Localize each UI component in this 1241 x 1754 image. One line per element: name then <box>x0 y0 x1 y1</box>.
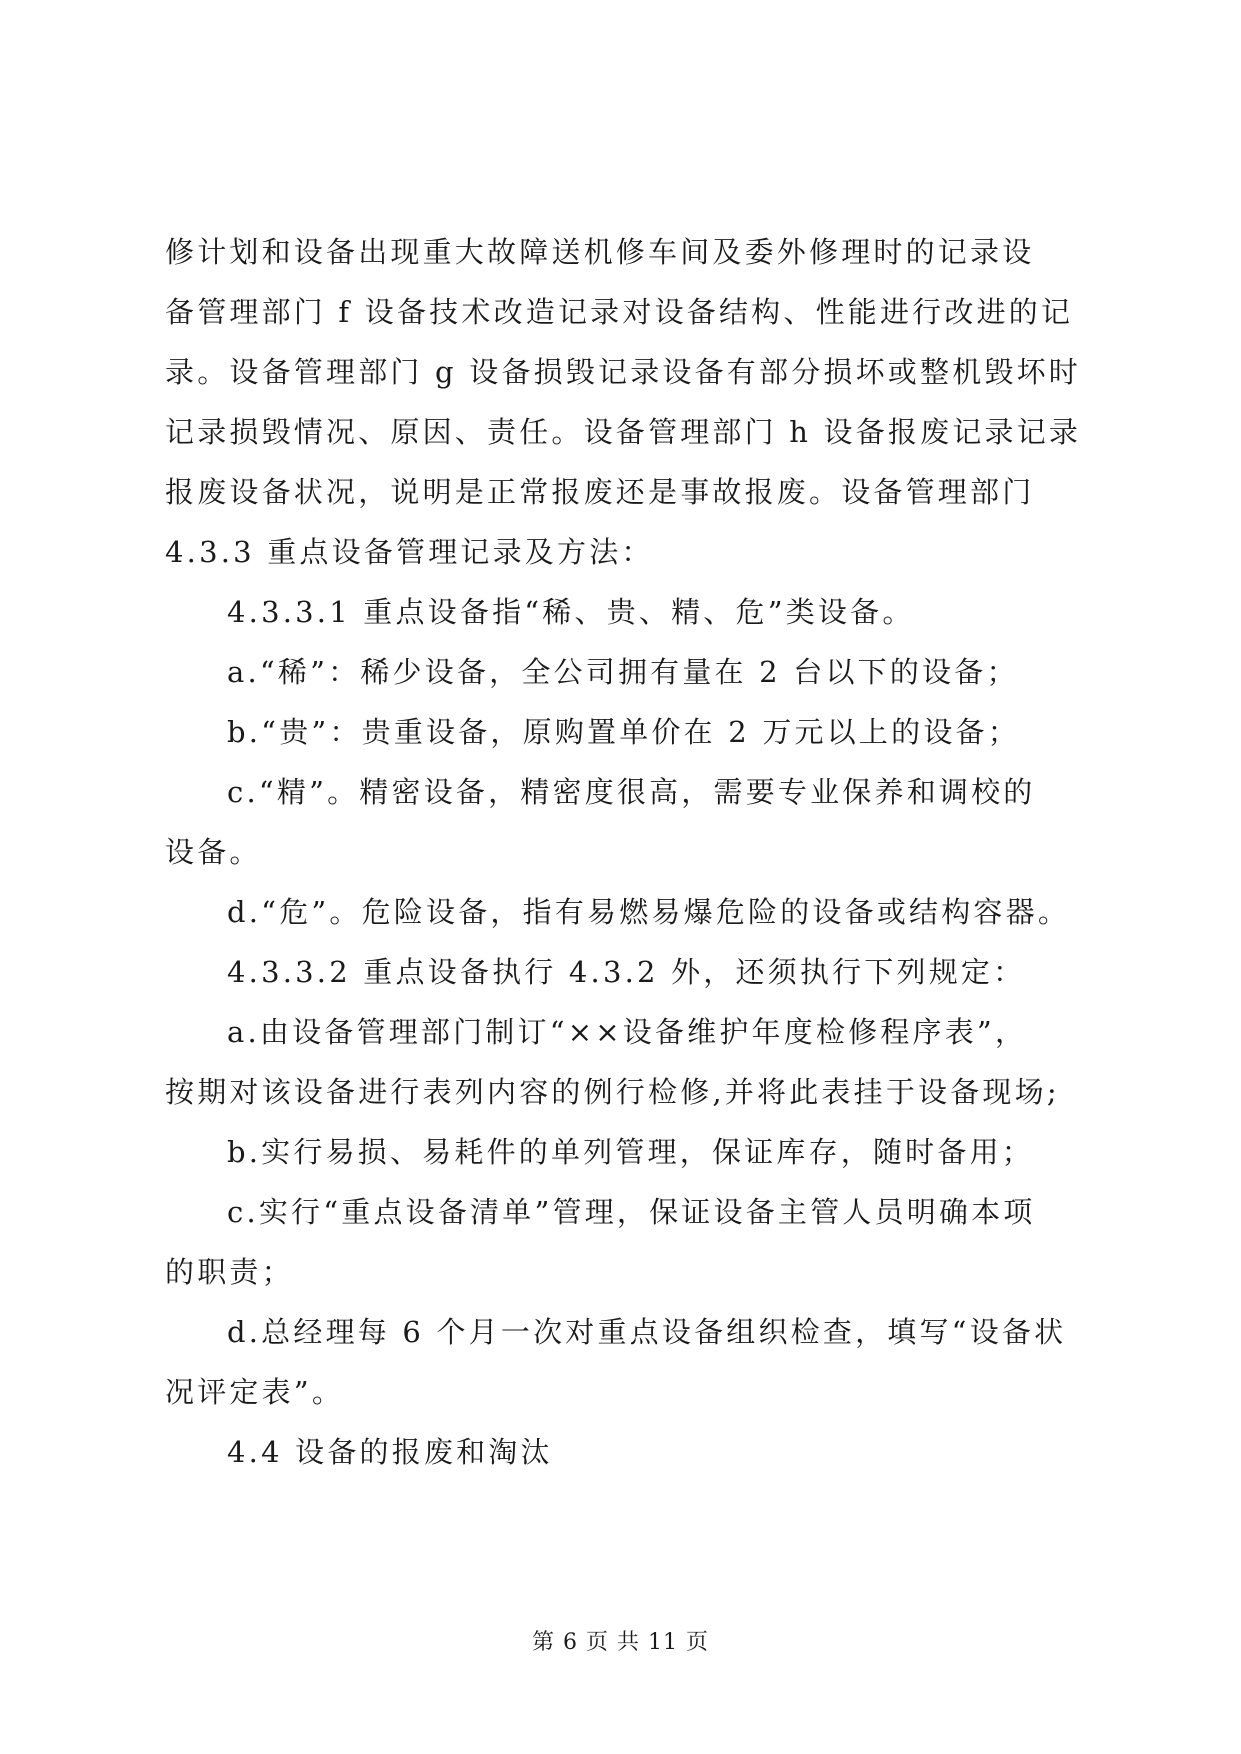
text-line: 4.4 设备的报废和淘汰 <box>227 1435 553 1469</box>
text-line: 报废设备状况，说明是正常报废还是事故报废。设备管理部门 <box>165 475 1035 509</box>
text-line: 记录损毁情况、原因、责任。设备管理部门 h 设备报废记录记录 <box>165 415 1082 449</box>
text-line: d.总经理每 6 个月一次对重点设备组织检查，填写“设备状 <box>227 1315 1067 1349</box>
text-line: 设备。 <box>165 835 262 869</box>
text-line: b.“贵”：贵重设备，原购置单价在 2 万元以上的设备； <box>227 715 1020 749</box>
text-line: 况评定表”。 <box>165 1375 345 1409</box>
text-line: 4.3.3 重点设备管理记录及方法： <box>165 535 654 569</box>
text-line: c.“精”。精密设备，精密度很高，需要专业保养和调校的 <box>227 775 1036 809</box>
document-body <box>165 222 1085 1482</box>
text-line: d.“危”。危险设备，指有易燃易爆危险的设备或结构容器。 <box>227 895 1071 929</box>
text-line: 4.3.3.1 重点设备指“稀、贵、精、危”类设备。 <box>227 595 915 629</box>
text-line: 录。设备管理部门 g 设备损毁记录设备有部分损坏或整机毁坏时 <box>165 355 1082 389</box>
text-line: 按期对该设备进行表列内容的例行检修,并将此表挂于设备现场; <box>165 1075 1060 1109</box>
text-line: a.“稀”：稀少设备，全公司拥有量在 2 台以下的设备； <box>227 655 1019 689</box>
text-line: b.实行易损、易耗件的单列管理，保证库存，随时备用； <box>227 1135 1034 1169</box>
text-line: a.由设备管理部门制订“××设备维护年度检修程序表”， <box>227 1015 1028 1049</box>
text-line: 4.3.3.2 重点设备执行 4.3.2 外，还须执行下列规定： <box>227 955 1026 989</box>
text-line: c.实行“重点设备清单”管理，保证设备主管人员明确本项 <box>227 1195 1036 1229</box>
text-line: 备管理部门 f 设备技术改造记录对设备结构、性能进行改进的记 <box>165 295 1074 329</box>
text-line: 修计划和设备出现重大故障送机修车间及委外修理时的记录设 <box>165 235 1035 269</box>
page-footer: 第 6 页 共 11 页 <box>532 1630 709 1655</box>
text-line: 的职责； <box>165 1255 294 1289</box>
